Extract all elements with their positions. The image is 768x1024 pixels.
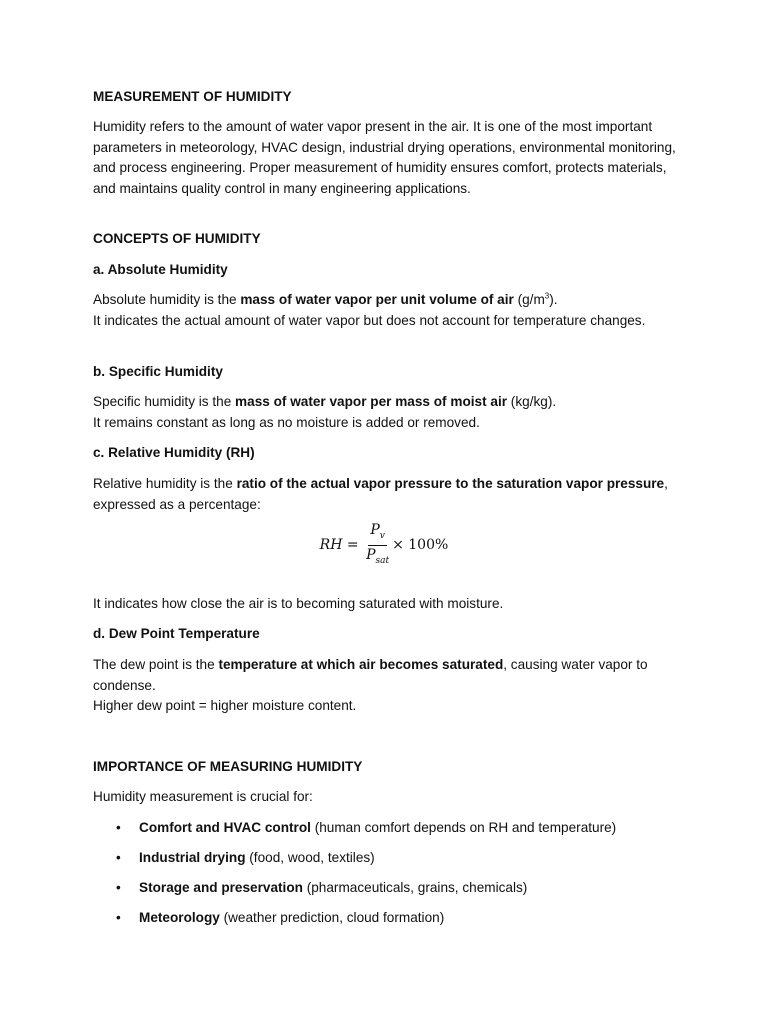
absolute-humidity-heading: a. Absolute Humidity <box>93 262 228 277</box>
formula-denominator <box>366 546 389 570</box>
absolute-sup: 3 <box>544 291 550 301</box>
numerator-base: P <box>370 521 380 538</box>
bullet-marker: • <box>116 820 121 835</box>
bullet-marker: • <box>116 850 121 865</box>
list-item-rest: (pharmaceuticals, grains, chemicals) <box>302 880 528 895</box>
list-item-bold: Meteorology <box>139 910 220 925</box>
relative-humidity-definition <box>93 474 683 515</box>
specific-humidity-definition <box>93 392 683 433</box>
specific-pre: Specific humidity is the <box>93 394 236 409</box>
rh-formula <box>0 523 768 567</box>
absolute-line2: It indicates the actual amount of water vapor but does not account for temperature changes. <box>93 312 646 328</box>
denominator-base: P <box>366 546 376 563</box>
dew-point-heading: d. Dew Point Temperature <box>93 626 260 641</box>
list-item-rest: (weather prediction, cloud formation) <box>219 910 445 925</box>
dewpoint-post: , causing water vapor to condense. <box>93 657 648 693</box>
list-item-bold: Comfort and HVAC control <box>139 820 311 835</box>
importance-heading: IMPORTANCE OF MEASURING HUMIDITY <box>93 759 363 774</box>
absolute-bold: mass of water vapor per unit volume of air <box>240 292 514 307</box>
formula-rhs: × 100% <box>392 536 449 553</box>
dewpoint-bold: temperature at which air becomes saturated <box>218 657 504 672</box>
relative-post: , expressed as a percentage: <box>93 476 668 512</box>
formula-numerator <box>368 521 387 546</box>
absolute-end: ). <box>549 292 558 307</box>
numerator-sub: v <box>379 530 385 541</box>
relative-pre: Relative humidity is the <box>93 476 237 491</box>
list-item <box>139 878 527 899</box>
list-item-bold: Storage and preservation <box>139 880 303 895</box>
dewpoint-pre: The dew point is the <box>93 657 219 672</box>
specific-line2: It remains constant as long as no moisture is added or removed. <box>93 414 480 430</box>
list-item-rest: (human comfort depends on RH and temperature) <box>310 820 617 835</box>
absolute-pre: Absolute humidity is the <box>93 292 241 307</box>
importance-intro: Humidity measurement is crucial for: <box>93 789 313 804</box>
dewpoint-line2: Higher dew point = higher moisture content. <box>93 698 357 713</box>
dew-point-definition <box>93 655 683 717</box>
bullet-marker: • <box>116 910 121 925</box>
specific-post: (kg/kg). <box>507 394 557 409</box>
list-item <box>139 818 616 839</box>
list-item <box>139 908 444 929</box>
relative-humidity-note: It indicates how close the air is to becoming saturated with moisture. <box>93 596 504 611</box>
formula-lhs: RH <box>319 536 343 553</box>
relative-bold: ratio of the actual vapor pressure to the saturation vapor pressure <box>236 476 665 491</box>
formula-equals: = <box>342 536 364 553</box>
page-title: MEASUREMENT OF HUMIDITY <box>93 89 292 104</box>
specific-humidity-heading: b. Specific Humidity <box>93 364 223 379</box>
list-item-bold: Industrial drying <box>139 850 246 865</box>
formula-fraction <box>366 521 389 570</box>
relative-humidity-heading: c. Relative Humidity (RH) <box>93 445 255 460</box>
concepts-heading: CONCEPTS OF HUMIDITY <box>93 231 261 246</box>
specific-bold: mass of water vapor per mass of moist air <box>235 394 508 409</box>
absolute-humidity-definition <box>93 290 683 331</box>
list-item <box>139 848 375 869</box>
intro-paragraph: Humidity refers to the amount of water vapor present in the air. It is one of the most important parameters in meteorology, HVAC design, industrial drying operations, environmental monitoring, and process engineering. Proper measurement of humidity ensures comfort, protects materials, and maintains quality control in many engineering applications. <box>93 119 676 196</box>
denominator-sub: sat <box>375 555 390 566</box>
absolute-post: (g/m <box>513 292 545 307</box>
list-item-rest: (food, wood, textiles) <box>245 850 375 865</box>
bullet-marker: • <box>116 880 121 895</box>
